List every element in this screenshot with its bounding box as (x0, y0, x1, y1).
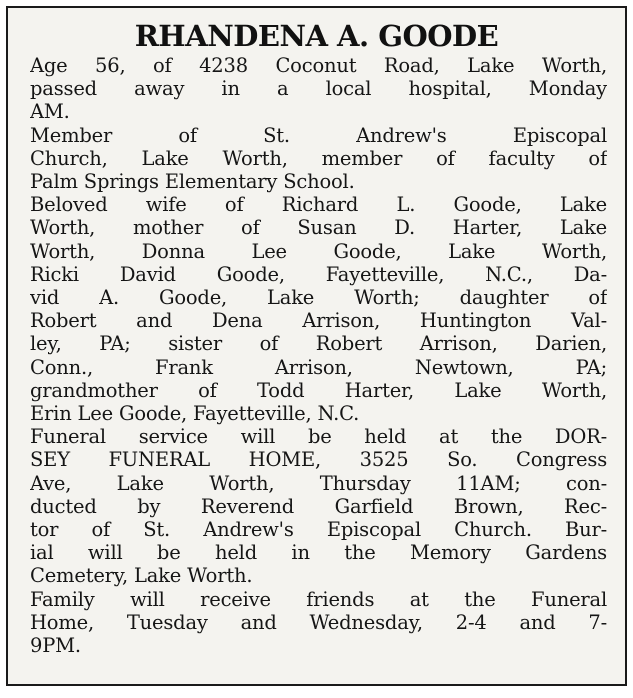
text-line: Erin Lee Goode, Fayetteville, N.C. (30, 402, 360, 426)
text-line: Worth, mother of Susan D. Harter, Lake (30, 216, 607, 240)
text-line: Church, Lake Worth, member of faculty of (30, 146, 607, 170)
text-line: Conn., Frank Arrison, Newtown, PA; (30, 355, 607, 379)
text-line: AM. (30, 100, 70, 124)
text-line: Member of St. Andrew's Episcopal (30, 123, 607, 147)
obituary-visitation (30, 588, 607, 658)
text-line: Robert and Dena Arrison, Huntington Val- (30, 309, 607, 333)
text-line: passed away in a local hospital, Monday (30, 77, 607, 101)
text-line: SEY FUNERAL HOME, 3525 So. Congress (30, 448, 607, 472)
text-line: tor of St. Andrew's Episcopal Church. Bur- (30, 518, 607, 542)
text-line: Ave, Lake Worth, Thursday 11AM; con- (30, 471, 607, 495)
obituary-details (30, 54, 607, 124)
text-line: grandmother of Todd Harter, Lake Worth, (30, 378, 607, 402)
text-line: Beloved wife of Richard L. Goode, Lake (30, 193, 607, 217)
obituary-clipping (6, 6, 627, 686)
text-line: ley, PA; sister of Robert Arrison, Darien, (30, 332, 607, 356)
text-line: vid A. Goode, Lake Worth; daughter of (30, 286, 607, 310)
obituary-headline: RHANDENA A. GOODE (134, 19, 499, 53)
text-line: ial will be held in the Memory Gardens (30, 541, 607, 565)
text-line: Worth, Donna Lee Goode, Lake Worth, (30, 239, 607, 263)
text-line: Home, Tuesday and Wednesday, 2-4 and 7- (30, 610, 607, 634)
obituary-service (30, 425, 607, 587)
text-line: Age 56, of 4238 Coconut Road, Lake Worth, (30, 54, 607, 77)
text-line: 9PM. (30, 634, 81, 658)
obituary-survivors (30, 193, 607, 425)
text-line: Ricki David Goode, Fayetteville, N.C., Da- (30, 262, 607, 286)
text-line: Palm Springs Elementary School. (30, 170, 355, 194)
text-line: Funeral service will be held at the DOR- (30, 425, 607, 449)
obituary-body (8, 54, 625, 657)
text-line: Cemetery, Lake Worth. (30, 564, 253, 588)
text-line: ducted by Reverend Garfield Brown, Rec- (30, 494, 607, 518)
obituary-membership (30, 124, 607, 194)
text-line: Family will receive friends at the Funeral (30, 587, 607, 611)
